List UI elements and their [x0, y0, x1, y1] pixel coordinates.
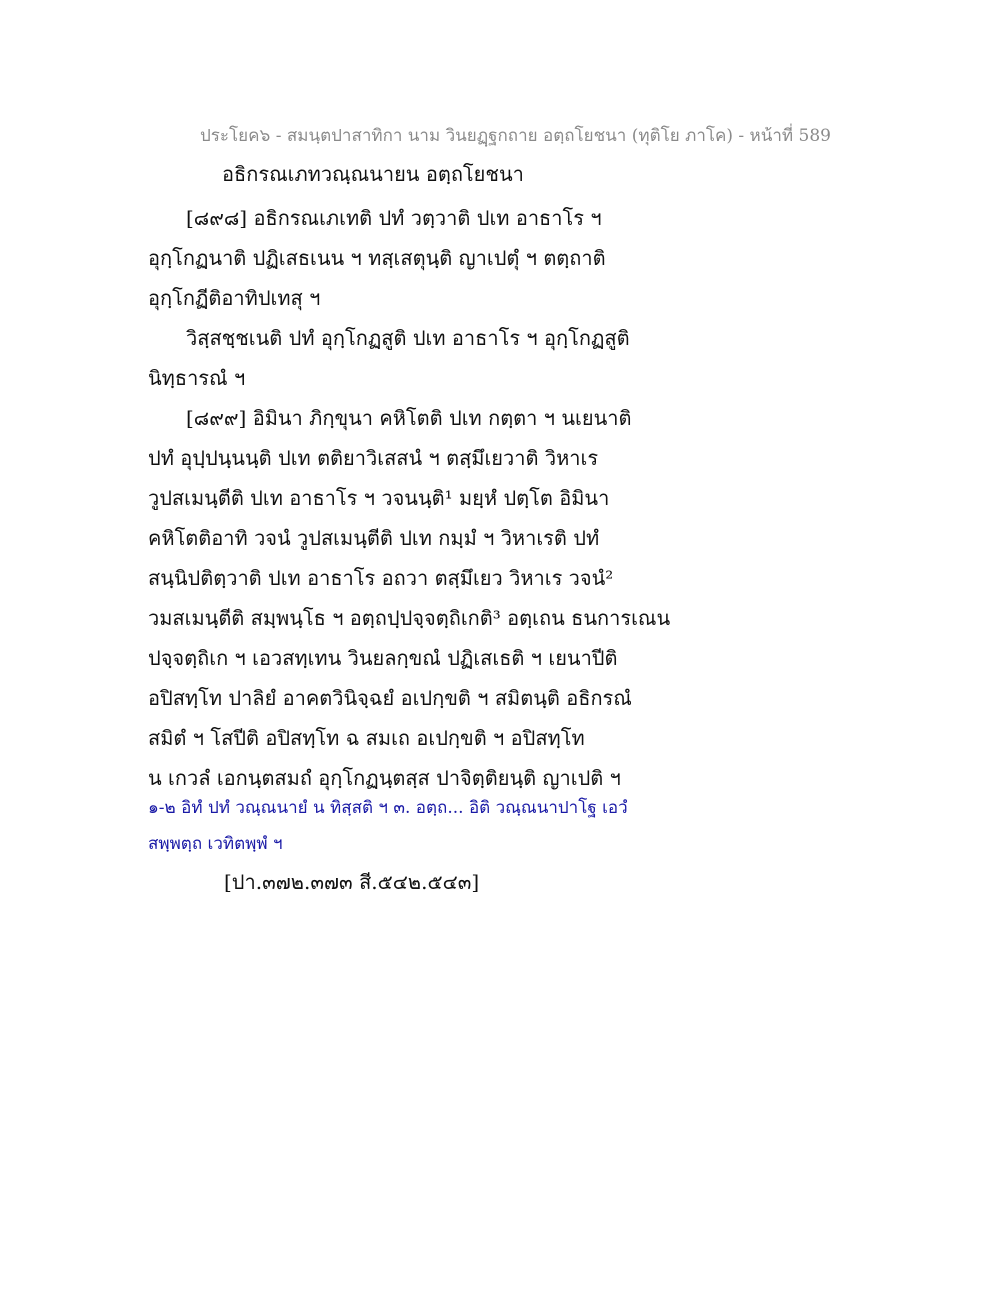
text-line: น เกวลํ เอกนฺตสมถํ อุกฺโกฏนฺตสฺส ปาจิตฺติยนฺติ ญาเปติ ฯ	[148, 766, 621, 790]
running-header: ประโยค๖ - สมนฺตปาสาทิกา นาม วินยฏฺฐกถาย อตฺถโยชนา (ทุติโย ภาโค) - หน้าที่ 589	[200, 126, 831, 146]
text-line: [๘๙๘] อธิกรณเภเทติ ปทํ วตฺวาติ ปเท อาธาโร ฯ	[186, 206, 602, 230]
text-line: ปจฺจตฺถิเก ฯ เอวสทฺเทน วินยลกฺขณํ ปฏิเสเธติ ฯ เยนาปีติ	[148, 646, 618, 670]
text-line: สมิตํ ฯ โสปีติ อปิสทฺโท ฉ สมเถ อเปกฺขติ ฯ อปิสทฺโท	[148, 726, 585, 750]
section-title: อธิกรณเภทวณฺณนายน อตฺถโยชนา	[222, 162, 524, 186]
text-line: อุกฺโกฏีติอาทิปเทสุ ฯ	[148, 286, 321, 310]
footnotes	[148, 790, 868, 862]
text-line: วมสเมนฺตีติ สมฺพนฺโธ ฯ อตฺถปฺปจฺจตฺถิเกติ³ อตฺเถน ธนการเณน	[148, 606, 671, 630]
text-line: ปทํ อุปฺปนฺนนฺติ ปเท ตติยาวิเสสนํ ฯ ตสฺมึเยวาติ วิหาเร	[148, 446, 599, 470]
text-line: วิสฺสชฺชเนติ ปทํ อุกฺโกฏสูติ ปเท อาธาโร ฯ อุกฺโกฏสูติ	[186, 326, 630, 350]
text-line: นิทฺธารณํ ฯ	[148, 366, 246, 390]
page-reference: [ปา.๓๗๒.๓๗๓ สี.๕๔๒.๕๔๓]	[224, 870, 480, 894]
text-line: สนฺนิปติตฺวาติ ปเท อาธาโร อถวา ตสฺมึเยว วิหาเร วจนํ²	[148, 566, 614, 590]
footnote-line: สพฺพตฺถ เวทิตพฺพํ ฯ	[148, 834, 283, 854]
text-line: วูปสเมนฺตีติ ปเท อาธาโร ฯ วจนนฺติ¹ มยฺหํ ปตฺโต อิมินา	[148, 486, 610, 510]
footnote-line: ๑-๒ อิทํ ปทํ วณฺณนายํ น ทิสฺสติ ฯ ๓. อตฺถ... อิติ วณฺณนาปาโฐ เอวํ	[148, 798, 628, 818]
text-line: อุกฺโกฏนาติ ปฏิเสธเนน ฯ ทสฺเสตุนฺติ ญาเปตุํ ฯ ตตฺถาติ	[148, 246, 606, 270]
body-text	[148, 198, 868, 798]
text-line: คหิโตติอาทิ วจนํ วูปสเมนฺตีติ ปเท กมฺมํ ฯ วิหาเรติ ปทํ	[148, 526, 600, 550]
text-line: อปิสทฺโท ปาลิยํ อาคตวินิจฺฉยํ อเปกฺขติ ฯ สมิตนฺติ อธิกรณํ	[148, 686, 632, 710]
text-line: [๘๙๙] อิมินา ภิกฺขุนา คหิโตติ ปเท กตฺตา ฯ นเยนาติ	[186, 406, 632, 430]
